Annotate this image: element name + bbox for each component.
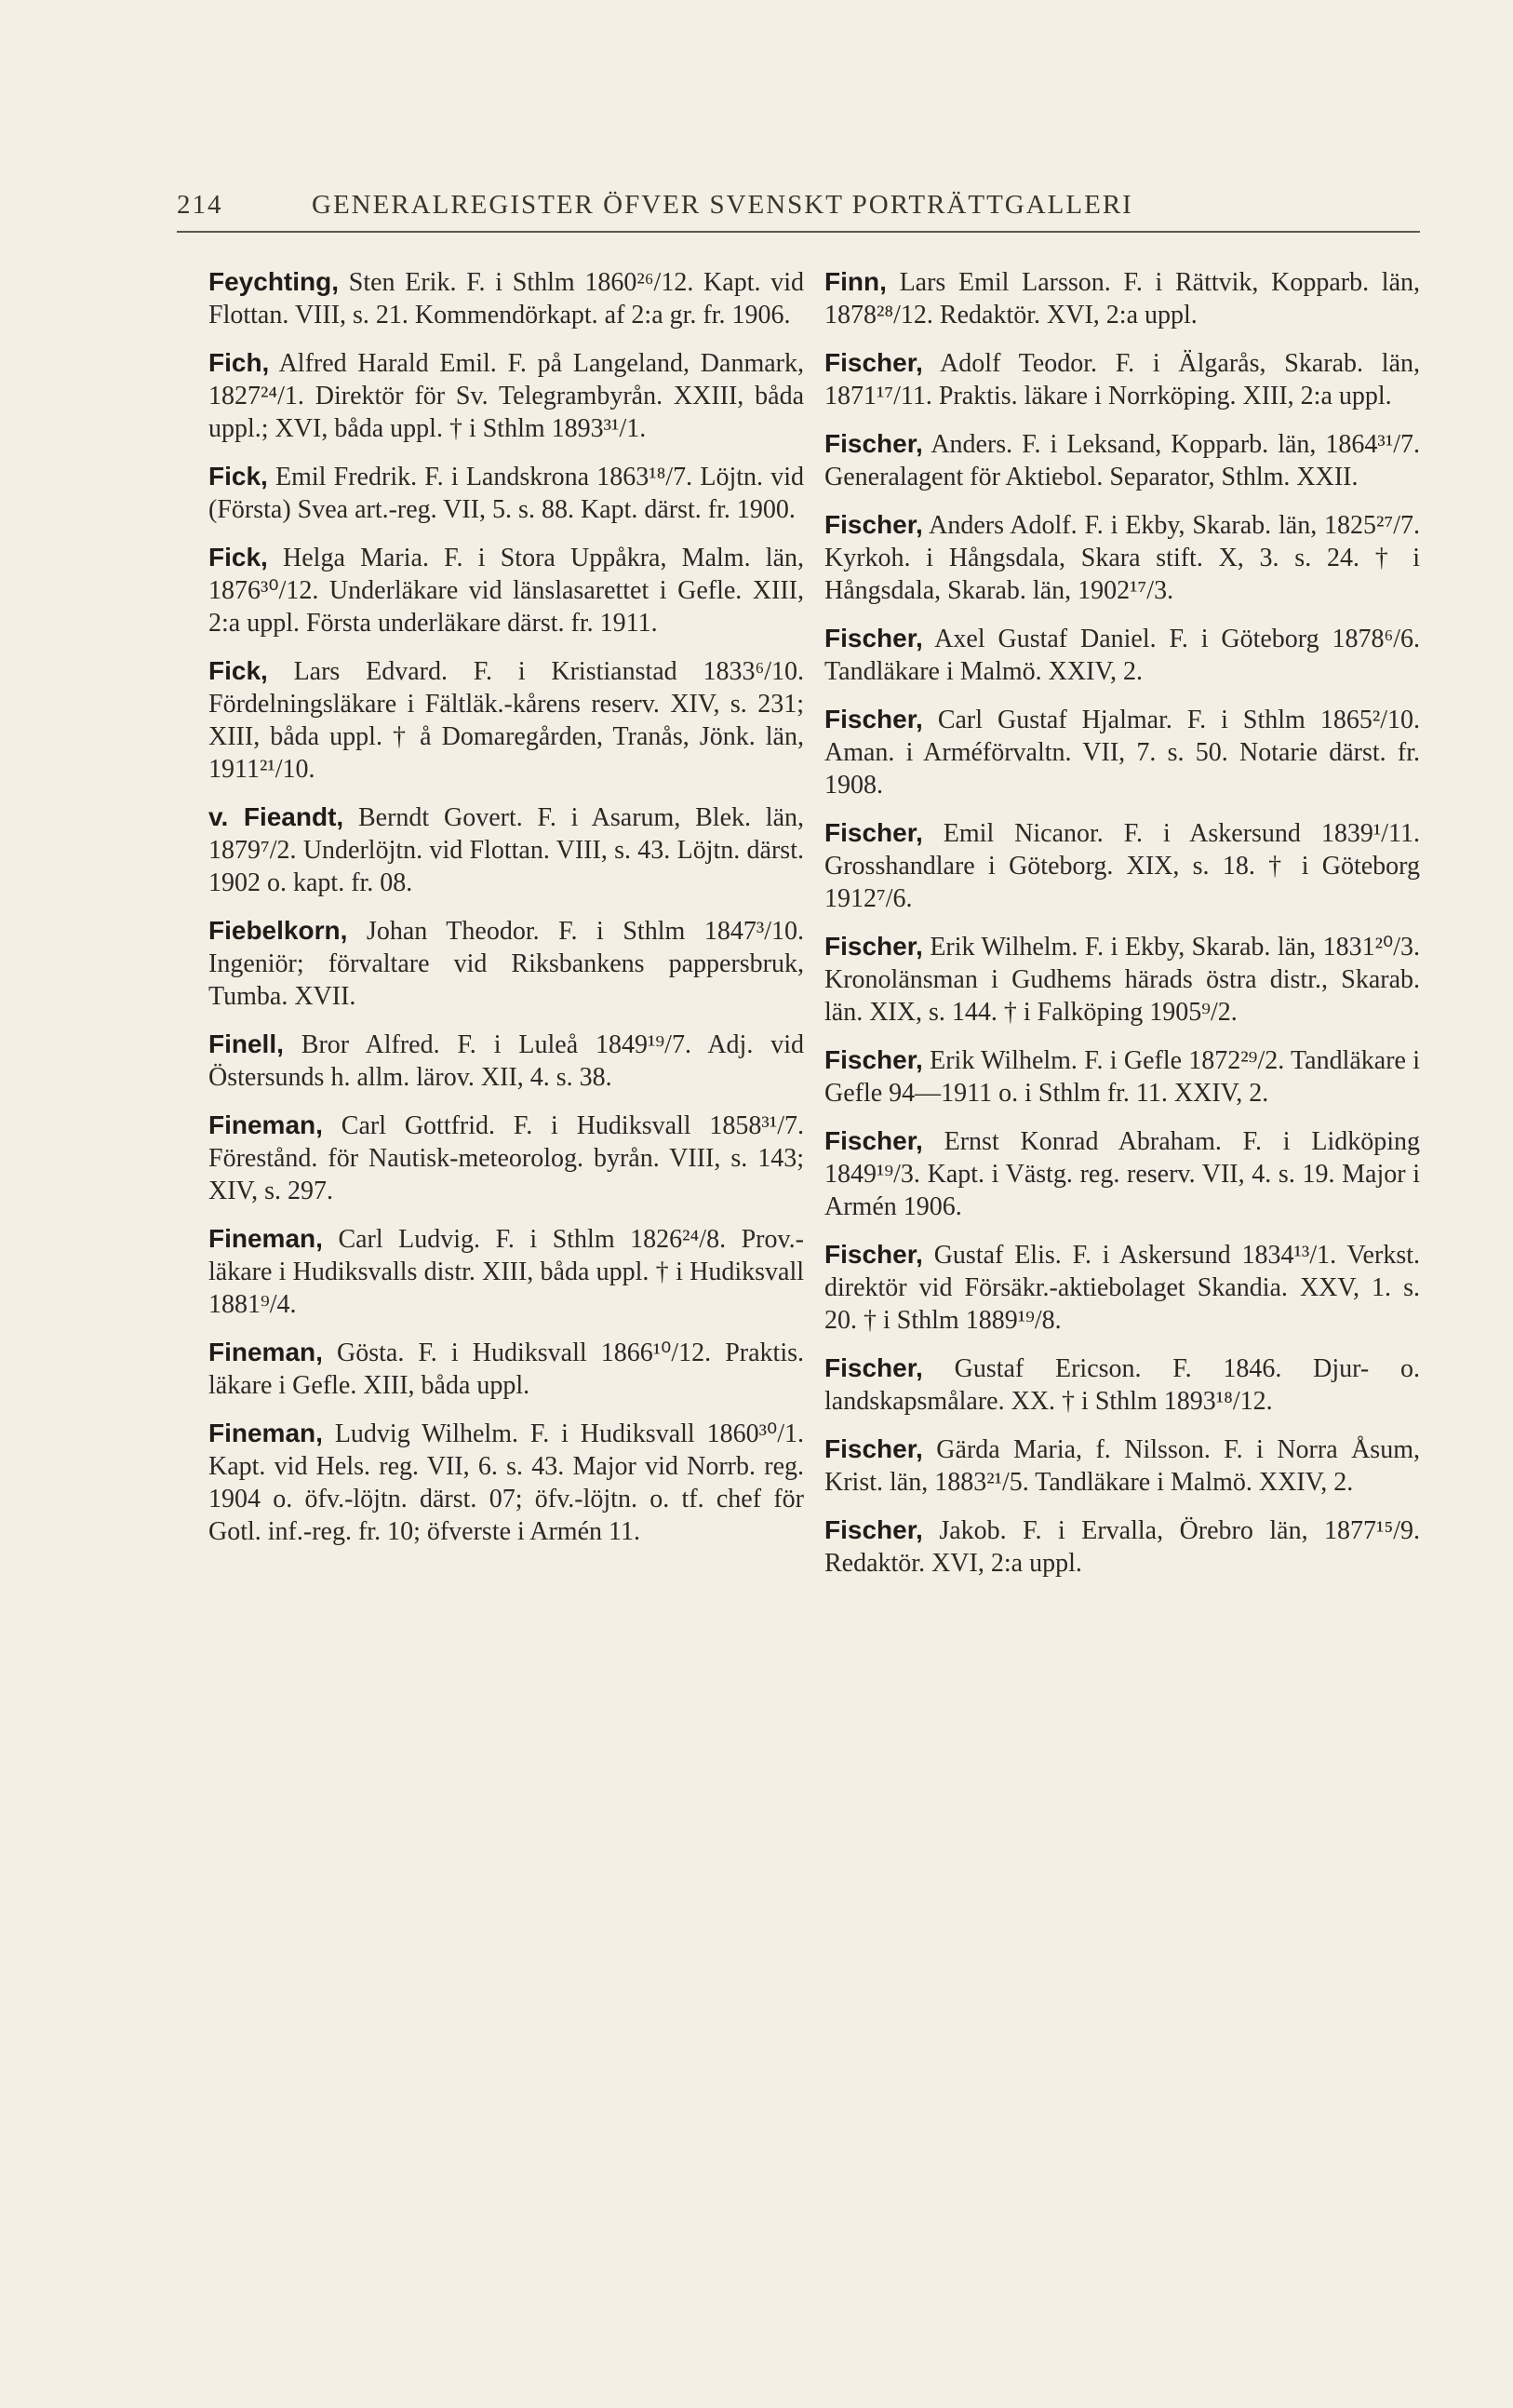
register-entry xyxy=(208,914,804,1013)
entry-details: Berndt Govert. F. i Asarum, Blek. län, 1879⁷/2. Underlöjtn. vid Flottan. VIII, s. 43. Löjtn. därst. 1902 o. kapt. fr. 08. xyxy=(208,803,804,897)
entry-details: Emil Fredrik. F. i Landskrona 1863¹⁸/7. Löjtn. vid (Första) Svea art.-reg. VII, 5. s. 88. Kapt. därst. fr. 1900. xyxy=(208,463,804,524)
register-entry xyxy=(208,1222,804,1321)
entry-surname: Feychting, xyxy=(208,267,340,296)
entry-details: Bror Alfred. F. i Luleå 1849¹⁹/7. Adj. vid Östersunds h. allm. lärov. XII, 4. s. 38. xyxy=(208,1030,804,1092)
entry-surname: Fischer, xyxy=(824,818,923,847)
page-header xyxy=(177,184,1420,233)
register-entry xyxy=(208,1417,804,1548)
register-entry xyxy=(824,816,1420,915)
register-entry xyxy=(208,1109,804,1207)
entry-details: Carl Ludvig. F. i Sthlm 1826²⁴/8. Prov.-läkare i Hudiksvalls distr. XIII, båda uppl. † i Hudiksvall 1881⁹/4. xyxy=(208,1225,804,1319)
register-entry xyxy=(824,427,1420,493)
entry-details: Gösta. F. i Hudiksvall 1866¹⁰/12. Praktis. läkare i Gefle. XIII, båda uppl. xyxy=(208,1339,804,1400)
left-column xyxy=(208,265,804,1563)
entry-surname: Fiebelkorn, xyxy=(208,916,348,945)
entry-surname: Fischer, xyxy=(824,624,923,652)
entry-surname: Fick, xyxy=(208,543,268,572)
register-entry xyxy=(824,703,1420,801)
entry-surname: Fischer, xyxy=(824,1434,923,1463)
register-entry xyxy=(824,346,1420,412)
entry-surname: Fischer, xyxy=(824,348,923,377)
entry-surname: Fineman, xyxy=(208,1338,323,1366)
entry-details: Carl Gottfrid. F. i Hudiksvall 1858³¹/7. Förestånd. för Nautisk-meteorolog. byrån. VIII, s. 143; XIV, s. 297. xyxy=(208,1111,804,1205)
register-entry xyxy=(208,1028,804,1094)
entry-surname: Fich, xyxy=(208,348,270,377)
entry-surname: Fick, xyxy=(208,462,268,491)
entry-details: Axel Gustaf Daniel. F. i Göteborg 1878⁶/6. Tandläkare i Malmö. XXIV, 2. xyxy=(824,625,1420,686)
entry-details: Erik Wilhelm. F. i Ekby, Skarab. län, 1831²⁰/3. Kronolänsman i Gudhems härads östra distr., Skarab. län. XIX, s. 144. † i Falköping 1905⁹/2. xyxy=(824,933,1420,1027)
register-entry xyxy=(824,1043,1420,1110)
register-entry xyxy=(208,265,804,331)
register-entry xyxy=(824,1352,1420,1418)
entry-surname: Fischer, xyxy=(824,1515,923,1544)
entry-details: Emil Nicanor. F. i Askersund 1839¹/11. Grosshandlare i Göteborg. XIX, s. 18. † i Göteborg 1912⁷/6. xyxy=(824,819,1420,913)
register-entry xyxy=(208,654,804,786)
entry-details: Adolf Teodor. F. i Älgarås, Skarab. län, 1871¹⁷/11. Praktis. läkare i Norrköping. XIII, 2:a uppl. xyxy=(824,349,1420,410)
entry-details: Johan Theodor. F. i Sthlm 1847³/10. Ingeniör; förvaltare vid Riksbankens pappersbruk, Tumba. XVII. xyxy=(208,917,804,1011)
entry-surname: Fick, xyxy=(208,656,268,685)
entry-details: Sten Erik. F. i Sthlm 1860²⁶/12. Kapt. vid Flottan. VIII, s. 21. Kommendörkapt. af 2:a gr. fr. 1906. xyxy=(208,268,804,330)
register-entry xyxy=(824,622,1420,688)
entry-surname: Fischer, xyxy=(824,1045,923,1074)
entry-details: Jakob. F. i Ervalla, Örebro län, 1877¹⁵/9. Redaktör. XVI, 2:a uppl. xyxy=(824,1516,1420,1578)
register-entry xyxy=(208,800,804,899)
entry-surname: Finn, xyxy=(824,267,887,296)
entry-details: Carl Gustaf Hjalmar. F. i Sthlm 1865²/10. Aman. i Arméförvaltn. VII, 7. s. 50. Notarie därst. fr. 1908. xyxy=(824,706,1420,800)
register-entry xyxy=(824,1433,1420,1499)
entry-details: Gustaf Ericson. F. 1846. Djur- o. landskapsmålare. XX. † i Sthlm 1893¹⁸/12. xyxy=(824,1354,1420,1416)
register-entry xyxy=(824,265,1420,331)
register-entry xyxy=(824,930,1420,1029)
register-entry xyxy=(208,346,804,445)
entry-surname: Fischer, xyxy=(824,1126,923,1155)
register-entry xyxy=(208,1336,804,1402)
entry-details: Lars Emil Larsson. F. i Rättvik, Kopparb. län, 1878²⁸/12. Redaktör. XVI, 2:a uppl. xyxy=(824,268,1420,330)
entry-surname: Finell, xyxy=(208,1029,284,1058)
entry-details: Anders. F. i Leksand, Kopparb. län, 1864³¹/7. Generalagent för Aktiebol. Separator, Sthlm. XXII. xyxy=(824,430,1420,491)
entry-details: Gärda Maria, f. Nilsson. F. i Norra Åsum, Krist. län, 1883²¹/5. Tandläkare i Malmö. XXIV, 2. xyxy=(824,1435,1420,1497)
entry-details: Anders Adolf. F. i Ekby, Skarab. län, 1825²⁷/7. Kyrkoh. i Hångsdala, Skara stift. X, 3. s. 24. † i Hångsdala, Skarab. län, 1902¹⁷/3. xyxy=(824,511,1420,605)
register-entry xyxy=(208,541,804,639)
register-entry xyxy=(824,1513,1420,1580)
entry-details: Alfred Harald Emil. F. på Langeland, Danmark, 1827²⁴/1. Direktör för Sv. Telegrambyrån. XXIII, båda uppl.; XVI, båda uppl. † i Sthlm 1893³¹/1. xyxy=(208,349,804,443)
entry-details: Helga Maria. F. i Stora Uppåkra, Malm. län, 1876³⁰/12. Underläkare vid länslasarettet i Gefle. XIII, 2:a uppl. Första underläkare därst. fr. 1911. xyxy=(208,544,804,638)
entry-details: Erik Wilhelm. F. i Gefle 1872²⁹/2. Tandläkare i Gefle 94—1911 o. i Sthlm fr. 11. XXIV, 2. xyxy=(824,1046,1420,1108)
entry-details: Ernst Konrad Abraham. F. i Lidköping 1849¹⁹/3. Kapt. i Västg. reg. reserv. VII, 4. s. 19. Major i Armén 1906. xyxy=(824,1127,1420,1221)
entry-details: Lars Edvard. F. i Kristianstad 1833⁶/10. Fördelningsläkare i Fältläk.-kårens reserv. XIV, s. 231; XIII, båda uppl. † å Domaregården, Tranås, Jönk. län, 1911²¹/10. xyxy=(208,657,804,784)
entry-surname: Fischer, xyxy=(824,429,923,458)
register-entry xyxy=(208,460,804,526)
page-number: 214 xyxy=(177,190,223,220)
entry-surname: Fineman, xyxy=(208,1110,323,1139)
right-column xyxy=(824,265,1420,1594)
register-entry xyxy=(824,1124,1420,1223)
register-entry xyxy=(824,508,1420,607)
entry-surname: Fischer, xyxy=(824,510,923,539)
entry-details: Ludvig Wilhelm. F. i Hudiksvall 1860³⁰/1. Kapt. vid Hels. reg. VII, 6. s. 43. Major vid Norrb. reg. 1904 o. öfv.-löjtn. därst. 07; öfv.-löjtn. o. tf. chef för Gotl. inf.-reg. fr. 10; öfverste i Armén 11. xyxy=(208,1419,804,1546)
entry-details: Gustaf Elis. F. i Askersund 1834¹³/1. Verkst. direktör vid Försäkr.-aktiebolaget Skandia. XXV, 1. s. 20. † i Sthlm 1889¹⁹/8. xyxy=(824,1241,1420,1335)
entry-surname: v. Fieandt, xyxy=(208,802,344,831)
entry-surname: Fineman, xyxy=(208,1224,323,1253)
running-title: GENERALREGISTER ÖFVER SVENSKT PORTRÄTTGALLERI xyxy=(312,190,1133,220)
entry-surname: Fischer, xyxy=(824,1240,923,1269)
entry-surname: Fineman, xyxy=(208,1419,323,1447)
entry-surname: Fischer, xyxy=(824,705,923,733)
entry-surname: Fischer, xyxy=(824,932,923,961)
entry-surname: Fischer, xyxy=(824,1353,923,1382)
register-entry xyxy=(824,1238,1420,1337)
